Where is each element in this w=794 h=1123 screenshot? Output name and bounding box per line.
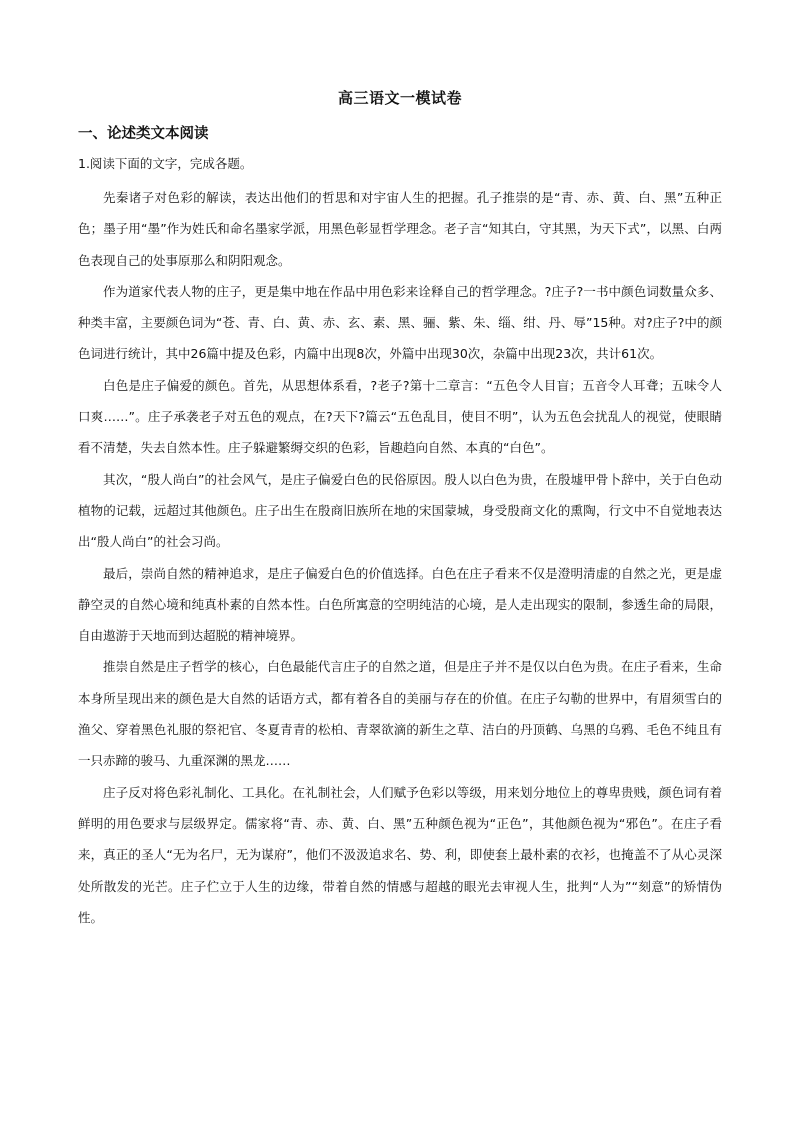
- paragraph-5: 最后，崇尚自然的精神追求，是庄子偏爱白色的价值选择。白色在庄子看来不仅是澄明清虚的自然之光，更是虚静空灵的自然心境和纯真朴素的自然本性。白色所寓意的空明纯洁的心境，是人走出现实的限制，参透生命的局限，自由遨游于天地而到达超脱的精神境界。: [78, 565, 722, 644]
- document-title: 高三语文一模试卷: [337, 89, 462, 107]
- paragraph-7: 庄子反对将色彩礼制化、工具化。在礼制社会，人们赋予色彩以等级，用来划分地位上的尊卑贵贱，颜色词有着鲜明的用色要求与层级界定。儒家将“青、赤、黄、白、黑”五种颜色视为“正色”，其他颜色视为“邪色”。在庄子看来，真正的圣人“无为名尸，无为谋府”，他们不汲汲追求名、势、利，即使套上最朴素的衣衫，也掩盖不了从心灵深处所散发的光芒。庄子伫立于人生的边缘，带着自然的情感与超越的眼光去审视人生，批判“人为”“刻意”的矫情伪性。: [78, 784, 722, 925]
- paragraph-2: 作为道家代表人物的庄子，更是集中地在作品中用色彩来诠释自己的哲学理念。?庄子?一书中颜色词数量众多、种类丰富，主要颜色词为“苍、青、白、黄、赤、玄、素、黑、骊、紫、朱、缁、绀、丹、辱”15种。对?庄子?中的颜色词进行统计，其中26篇中提及色彩，内篇中出现8次，外篇中出现30次，杂篇中出现23次，共计61次。: [78, 283, 722, 362]
- paragraph-4: 其次，“殷人尚白”的社会风气，是庄子偏爱白色的民俗原因。殷人以白色为贵，在殷墟甲骨卜辞中，关于白色动植物的记载，远超过其他颜色。庄子出生在殷商旧族所在地的宋国蒙城，身受殷商文化的熏陶，行文中不自觉地表达出“殷人尚白”的社会习尚。: [78, 471, 722, 550]
- paragraph-3: 白色是庄子偏爱的颜色。首先，从思想体系看，?老子?第十二章言：“五色令人目盲；五音令人耳聋；五味令人口爽……”。庄子承袭老子对五色的观点，在?天下?篇云“五色乱目，使目不明”，认为五色会扰乱人的视觉，使眼睛看不清楚，失去自然本性。庄子躲避繁缛交织的色彩，旨趣趋向自然、本真的“白色”。: [78, 377, 722, 456]
- paragraph-1: 先秦诸子对色彩的解读，表达出他们的哲思和对宇宙人生的把握。孔子推崇的是“青、赤、黄、白、黑”五种正色；墨子用“墨”作为姓氏和命名墨家学派，用黑色彰显哲学理念。老子言“知其白，守其黑，为天下式”，以黑、白两色表现自己的处事原那么和阴阳观念。: [78, 190, 722, 268]
- section-heading: 一、论述类文本阅读: [78, 126, 209, 142]
- question-prompt: 1.阅读下面的文字，完成各题。: [78, 156, 253, 171]
- paragraph-6: 推崇自然是庄子哲学的核心，白色最能代言庄子的自然之道，但是庄子并不是仅以白色为贵。在庄子看来，生命本身所呈现出来的颜色是大自然的话语方式，都有着各自的美丽与存在的价值。在庄子勾勒的世界中，有眉须雪白的渔父、穿着黑色礼服的祭祀官、冬夏青青的松柏、青翠欲滴的新生之草、洁白的丹顶鹤、乌黑的乌鸦、毛色不纯且有一只赤蹄的骏马、九重深渊的黑龙……: [78, 659, 722, 769]
